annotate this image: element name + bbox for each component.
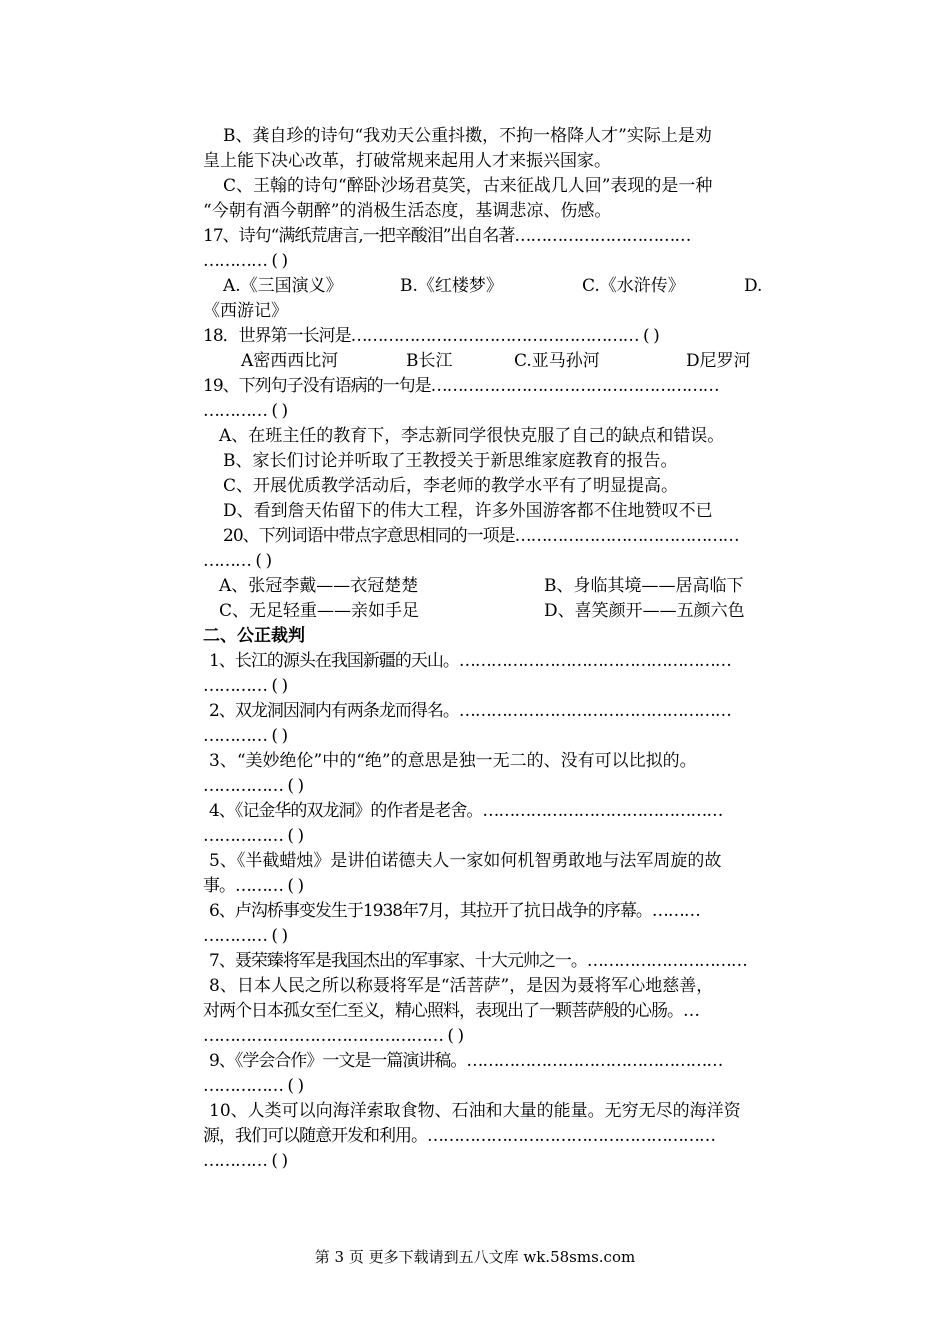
- judge-9: 9、《学会合作》一文是一篇演讲稿。…………………………………………: [209, 1051, 723, 1071]
- answer-blank: …………… ( ): [203, 826, 304, 846]
- option-d: D尼罗河: [686, 351, 751, 371]
- answer-blank: ………… ( ): [203, 726, 288, 746]
- answer-blank: ……………………………………… ( ): [203, 1026, 464, 1046]
- option-a: A、张冠李戴——衣冠楚楚: [219, 576, 419, 596]
- option-b: B.《红楼梦》: [400, 276, 503, 296]
- judge-4: 4、《记金华的双龙洞》的作者是老舍。………………………………………: [209, 801, 723, 821]
- option-c: C、无足轻重——亲如手足: [219, 601, 420, 621]
- judge-7: 7、聂荣臻将军是我国杰出的军事家、十大元帅之一。…………………………: [209, 951, 747, 971]
- option-d: D、喜笑颜开——五颜六色: [544, 601, 745, 621]
- question-17: 17、诗句“满纸荒唐言,一把辛酸泪”出自名著……………………………: [203, 226, 691, 246]
- text-line: C、王翰的诗句“醉卧沙场君莫笑，古来征战几人回”表现的是一种: [223, 176, 713, 196]
- judge-1: 1、长江的源头在我国新疆的天山。……………………………………………: [209, 651, 731, 671]
- text-line: 对两个日本孤女至仁至义，精心照料，表现出了一颗菩萨般的心肠。…: [203, 1001, 699, 1021]
- page-footer: 第 3 页 更多下载请到五八文库 wk.58sms.com: [314, 1248, 636, 1266]
- text-line: B、龚自珍的诗句“我劝天公重抖擞，不拘一格降人才”实际上是劝: [223, 126, 712, 146]
- document-body: [203, 124, 803, 1174]
- q20-options-row2: [203, 599, 803, 624]
- judge-6: 6、卢沟桥事变发生于1938年7月，其拉开了抗日战争的序幕。………: [209, 901, 700, 921]
- option-d: D.: [744, 276, 763, 296]
- text-line: “今朝有酒今朝醉”的消极生活态度，基调悲凉、伤感。: [203, 201, 612, 221]
- answer-blank: …………… ( ): [203, 776, 304, 796]
- option-c: C.亚马孙河: [514, 351, 600, 371]
- answer-blank: ………… ( ): [203, 676, 288, 696]
- question-20: 20、下列词语中带点字意思相同的一项是……………………………………: [223, 526, 739, 546]
- option-a: A.《三国演义》: [223, 276, 343, 296]
- option-a: A、在班主任的教育下，李志新同学很快克服了自己的缺点和错误。: [219, 426, 725, 446]
- option-b: B长江: [406, 351, 453, 371]
- answer-blank: ………… ( ): [203, 1151, 288, 1171]
- section-heading: 二、公正裁判: [203, 626, 305, 646]
- text-line: 皇上能下决心改革，打破常规来起用人才来振兴国家。: [203, 151, 611, 171]
- option-a: A密西西比河: [241, 351, 339, 371]
- question-19: 19、下列句子没有语病的一句是………………………………………………: [203, 376, 719, 396]
- answer-blank: ………… ( ): [203, 251, 288, 271]
- option-b: B、身临其境——居高临下: [544, 576, 744, 596]
- answer-blank: …………… ( ): [203, 1076, 304, 1096]
- option-b: B、家长们讨论并听取了王教授关于新思维家庭教育的报告。: [223, 451, 678, 471]
- judge-3: 3、“美妙绝伦”中的“绝”的意思是独一无二的、没有可以比拟的。: [209, 751, 697, 771]
- answer-blank: 事。……… ( ): [203, 876, 304, 896]
- question-18: 18．世界第一长河是……………………………………………… ( ): [203, 326, 659, 346]
- answer-blank: ……… ( ): [203, 551, 272, 571]
- judge-5: 5、《半截蜡烛》是讲伯诺德夫人一家如何机智勇敢地与法军周旋的故: [209, 851, 722, 871]
- option-c: C.《水浒传》: [582, 276, 685, 296]
- option-d: D、看到詹天佑留下的伟大工程，许多外国游客都不住地赞叹不已: [223, 501, 713, 521]
- q17-options: [203, 274, 803, 299]
- q18-options: [203, 349, 803, 374]
- answer-blank: ………… ( ): [203, 401, 288, 421]
- text-line: 《西游记》: [203, 301, 288, 321]
- text-line: 源，我们可以随意开发和利用。………………………………………………: [203, 1126, 715, 1146]
- judge-2: 2、双龙洞因洞内有两条龙而得名。……………………………………………: [209, 701, 731, 721]
- q20-options-row1: [203, 574, 803, 599]
- judge-10: 10、人类可以向海洋索取食物、石油和大量的能量。无穷无尽的海洋资: [209, 1101, 741, 1121]
- option-c: C、开展优质教学活动后，李老师的教学水平有了明显提高。: [223, 476, 679, 496]
- answer-blank: ………… ( ): [203, 926, 288, 946]
- judge-8: 8、日本人民之所以称聂将军是“活菩萨”，是因为聂将军心地慈善，: [209, 976, 714, 996]
